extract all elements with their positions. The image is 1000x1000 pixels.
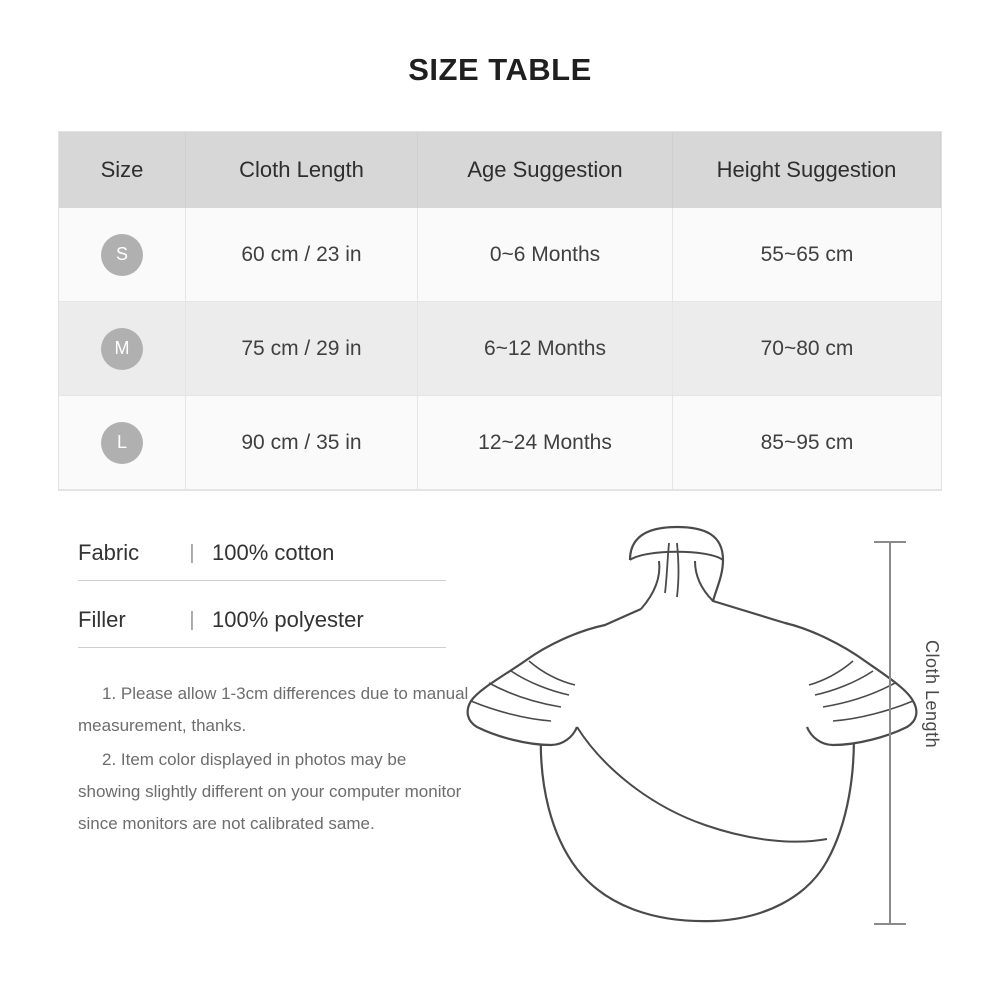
size-badge: M xyxy=(101,328,143,370)
size-badge: L xyxy=(101,422,143,464)
cell-size xyxy=(59,302,186,396)
cell-height: 55~65 cm xyxy=(673,208,941,302)
spec-row-filler xyxy=(78,607,446,648)
cloth-length-dimension-label: Cloth Length xyxy=(922,640,942,749)
cell-cloth-length: 75 cm / 29 in xyxy=(186,302,418,396)
cell-age: 12~24 Months xyxy=(418,396,673,490)
cloth-length-dimension-arrow xyxy=(870,538,910,928)
spec-label-fabric: Fabric xyxy=(78,540,140,565)
column-header-size: Size xyxy=(59,132,186,208)
table-row xyxy=(59,396,941,490)
cell-age: 6~12 Months xyxy=(418,302,673,396)
column-header-height-suggestion: Height Suggestion xyxy=(673,132,941,208)
table-header-row xyxy=(59,132,941,208)
cell-height: 70~80 cm xyxy=(673,302,941,396)
cell-height: 85~95 cm xyxy=(673,396,941,490)
notes-block xyxy=(78,678,470,840)
spec-value-fabric: 100% cotton xyxy=(212,540,335,565)
size-table xyxy=(58,131,942,491)
note-item: 2. Item color displayed in photos may be showing slightly different on your computer monitor since monitors are not calibrated same. xyxy=(78,750,462,833)
spec-separator: | xyxy=(189,608,195,631)
cell-age: 0~6 Months xyxy=(418,208,673,302)
garment-illustration xyxy=(455,505,925,945)
cell-cloth-length: 60 cm / 23 in xyxy=(186,208,418,302)
cell-size xyxy=(59,396,186,490)
sleeping-bag-drawing xyxy=(455,505,925,945)
cell-cloth-length: 90 cm / 35 in xyxy=(186,396,418,490)
spec-value-filler: 100% polyester xyxy=(212,607,364,632)
table-row xyxy=(59,302,941,396)
spec-label-filler: Filler xyxy=(78,607,126,632)
note-item: 1. Please allow 1-3cm differences due to manual measurement, thanks. xyxy=(78,684,469,735)
column-header-age-suggestion: Age Suggestion xyxy=(418,132,673,208)
spec-separator: | xyxy=(189,541,195,564)
product-info-block xyxy=(78,540,469,842)
table-row xyxy=(59,208,941,302)
cell-size xyxy=(59,208,186,302)
size-badge: S xyxy=(101,234,143,276)
spec-row-fabric xyxy=(78,540,446,581)
page-title: SIZE TABLE xyxy=(408,52,592,87)
column-header-cloth-length: Cloth Length xyxy=(186,132,418,208)
